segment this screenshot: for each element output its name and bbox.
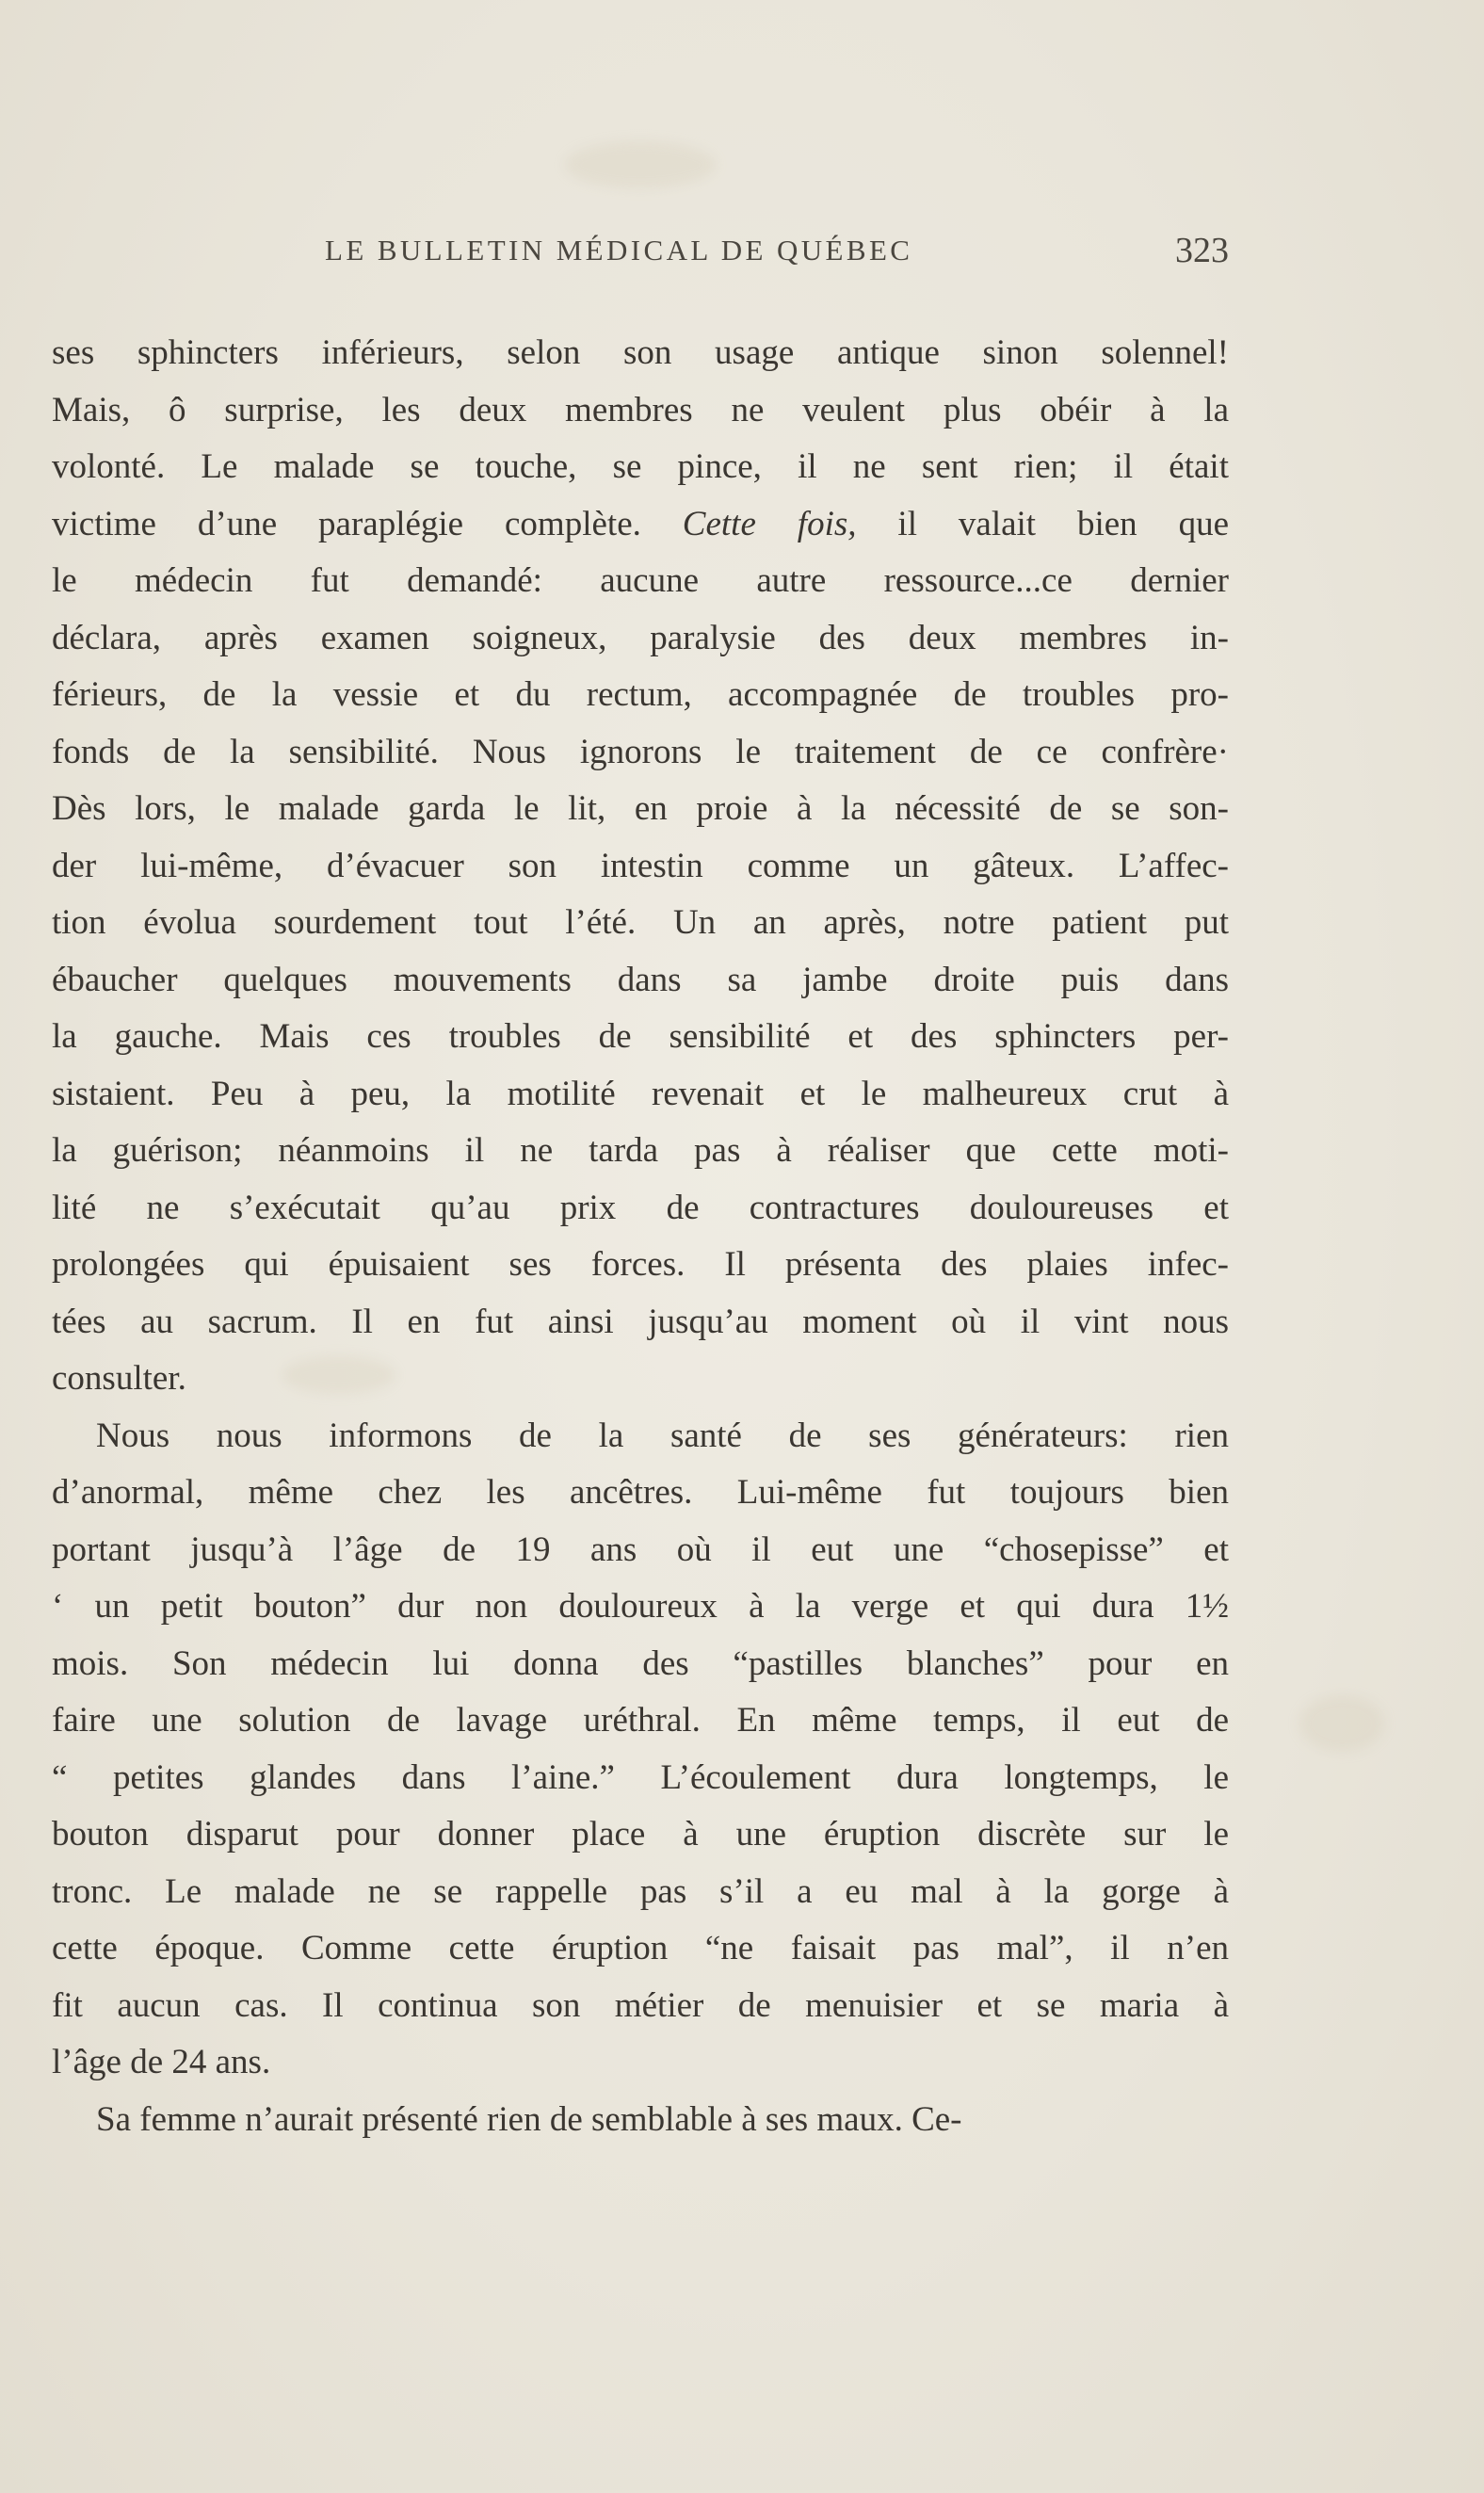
text-line: l’âge de 24 ans. [52,2043,271,2081]
text-line: Mais, ô surprise, les deux membres ne veulent plus obéir à la [52,390,1229,429]
text-line: volonté. Le malade se touche, se pince, il ne sent rien; il était [52,447,1229,486]
paper-stain [1299,1695,1384,1752]
text-line: mois. Son médecin lui donna des “pastilles blanches” pour en [52,1643,1229,1683]
text-line: Sa femme n’aurait présenté rien de semblable à ses maux. Ce- [96,2099,962,2139]
text-line: la gauche. Mais ces troubles de sensibilité et des sphincters per- [52,1017,1229,1056]
text-run: victime d’une paraplégie complète. [52,504,641,543]
paper-stain [565,141,716,188]
text-line: ébaucher quelques mouvements dans sa jambe droite puis dans [52,960,1229,999]
text-line: la guérison; néanmoins il ne tarda pas à réaliser que cette moti- [52,1131,1229,1170]
text-line: Nous nous informons de la santé de ses générateurs: rien [96,1416,1229,1455]
text-line: cette époque. Comme cette éruption “ne faisait pas mal”, il n’en [52,1929,1229,1967]
text-line [52,496,1229,554]
text-line: ses sphincters inférieurs, selon son usage antique sinon solennel! [52,333,1229,372]
text-line: sistaient. Peu à peu, la motilité revenait et le malheureux crut à [52,1074,1229,1113]
text-line: fit aucun cas. Il continua son métier de menuisier et se maria à [52,1985,1229,2025]
text-line: faire une solution de lavage uréthral. En même temps, il eut de [52,1701,1229,1740]
text-line: portant jusqu’à l’âge de 19 ans où il eut une “chosepisse” et [52,1530,1229,1569]
text-line: consulter. [52,1359,186,1398]
text-line: lité ne s’exécutait qu’au prix de contractures douloureuses et [52,1188,1229,1227]
text-line: tronc. Le malade ne se rappelle pas s’il a eu mal à la gorge à [52,1871,1229,1911]
page-header [52,231,1229,281]
text-line: férieurs, de la vessie et du rectum, accompagnée de troubles pro- [52,675,1229,714]
text-line: der lui-même, d’évacuer son intestin comme un gâteux. L’affec- [52,846,1229,885]
text-line: tées au sacrum. Il en fut ainsi jusqu’au moment où il vint nous [52,1302,1229,1341]
text-run: il valait bien que [897,504,1230,543]
text-line: “ petites glandes dans l’aine.” L’écoulement dura longtemps, le [52,1757,1229,1797]
text-line: le médecin fut demandé: aucune autre ressource...ce dernier [52,561,1229,600]
text-line: tion évolua sourdement tout l’été. Un an après, notre patient put [52,903,1229,942]
text-line: Dès lors, le malade garda le lit, en proie à la nécessité de se son- [52,789,1229,828]
text-line: déclara, après examen soigneux, paralysie des deux membres in- [52,618,1229,657]
text-line: d’anormal, même chez les ancêtres. Lui-même fut toujours bien [52,1473,1229,1512]
text-line: bouton disparut pour donner place à une éruption discrète sur le [52,1815,1229,1854]
text-line: fonds de la sensibilité. Nous ignorons le traitement de ce confrère· [52,732,1229,771]
text-line: ‘ un petit bouton” dur non douloureux à la verge et qui dura 1½ [52,1587,1229,1626]
body-text [52,325,1229,2148]
text-line: prolongées qui épuisaient ses forces. Il présenta des plaies infec- [52,1245,1229,1284]
running-title: LE BULLETIN MÉDICAL DE QUÉBEC [325,234,913,267]
page-number: 323 [1175,231,1229,270]
italic-phrase: Cette fois, [682,504,857,543]
